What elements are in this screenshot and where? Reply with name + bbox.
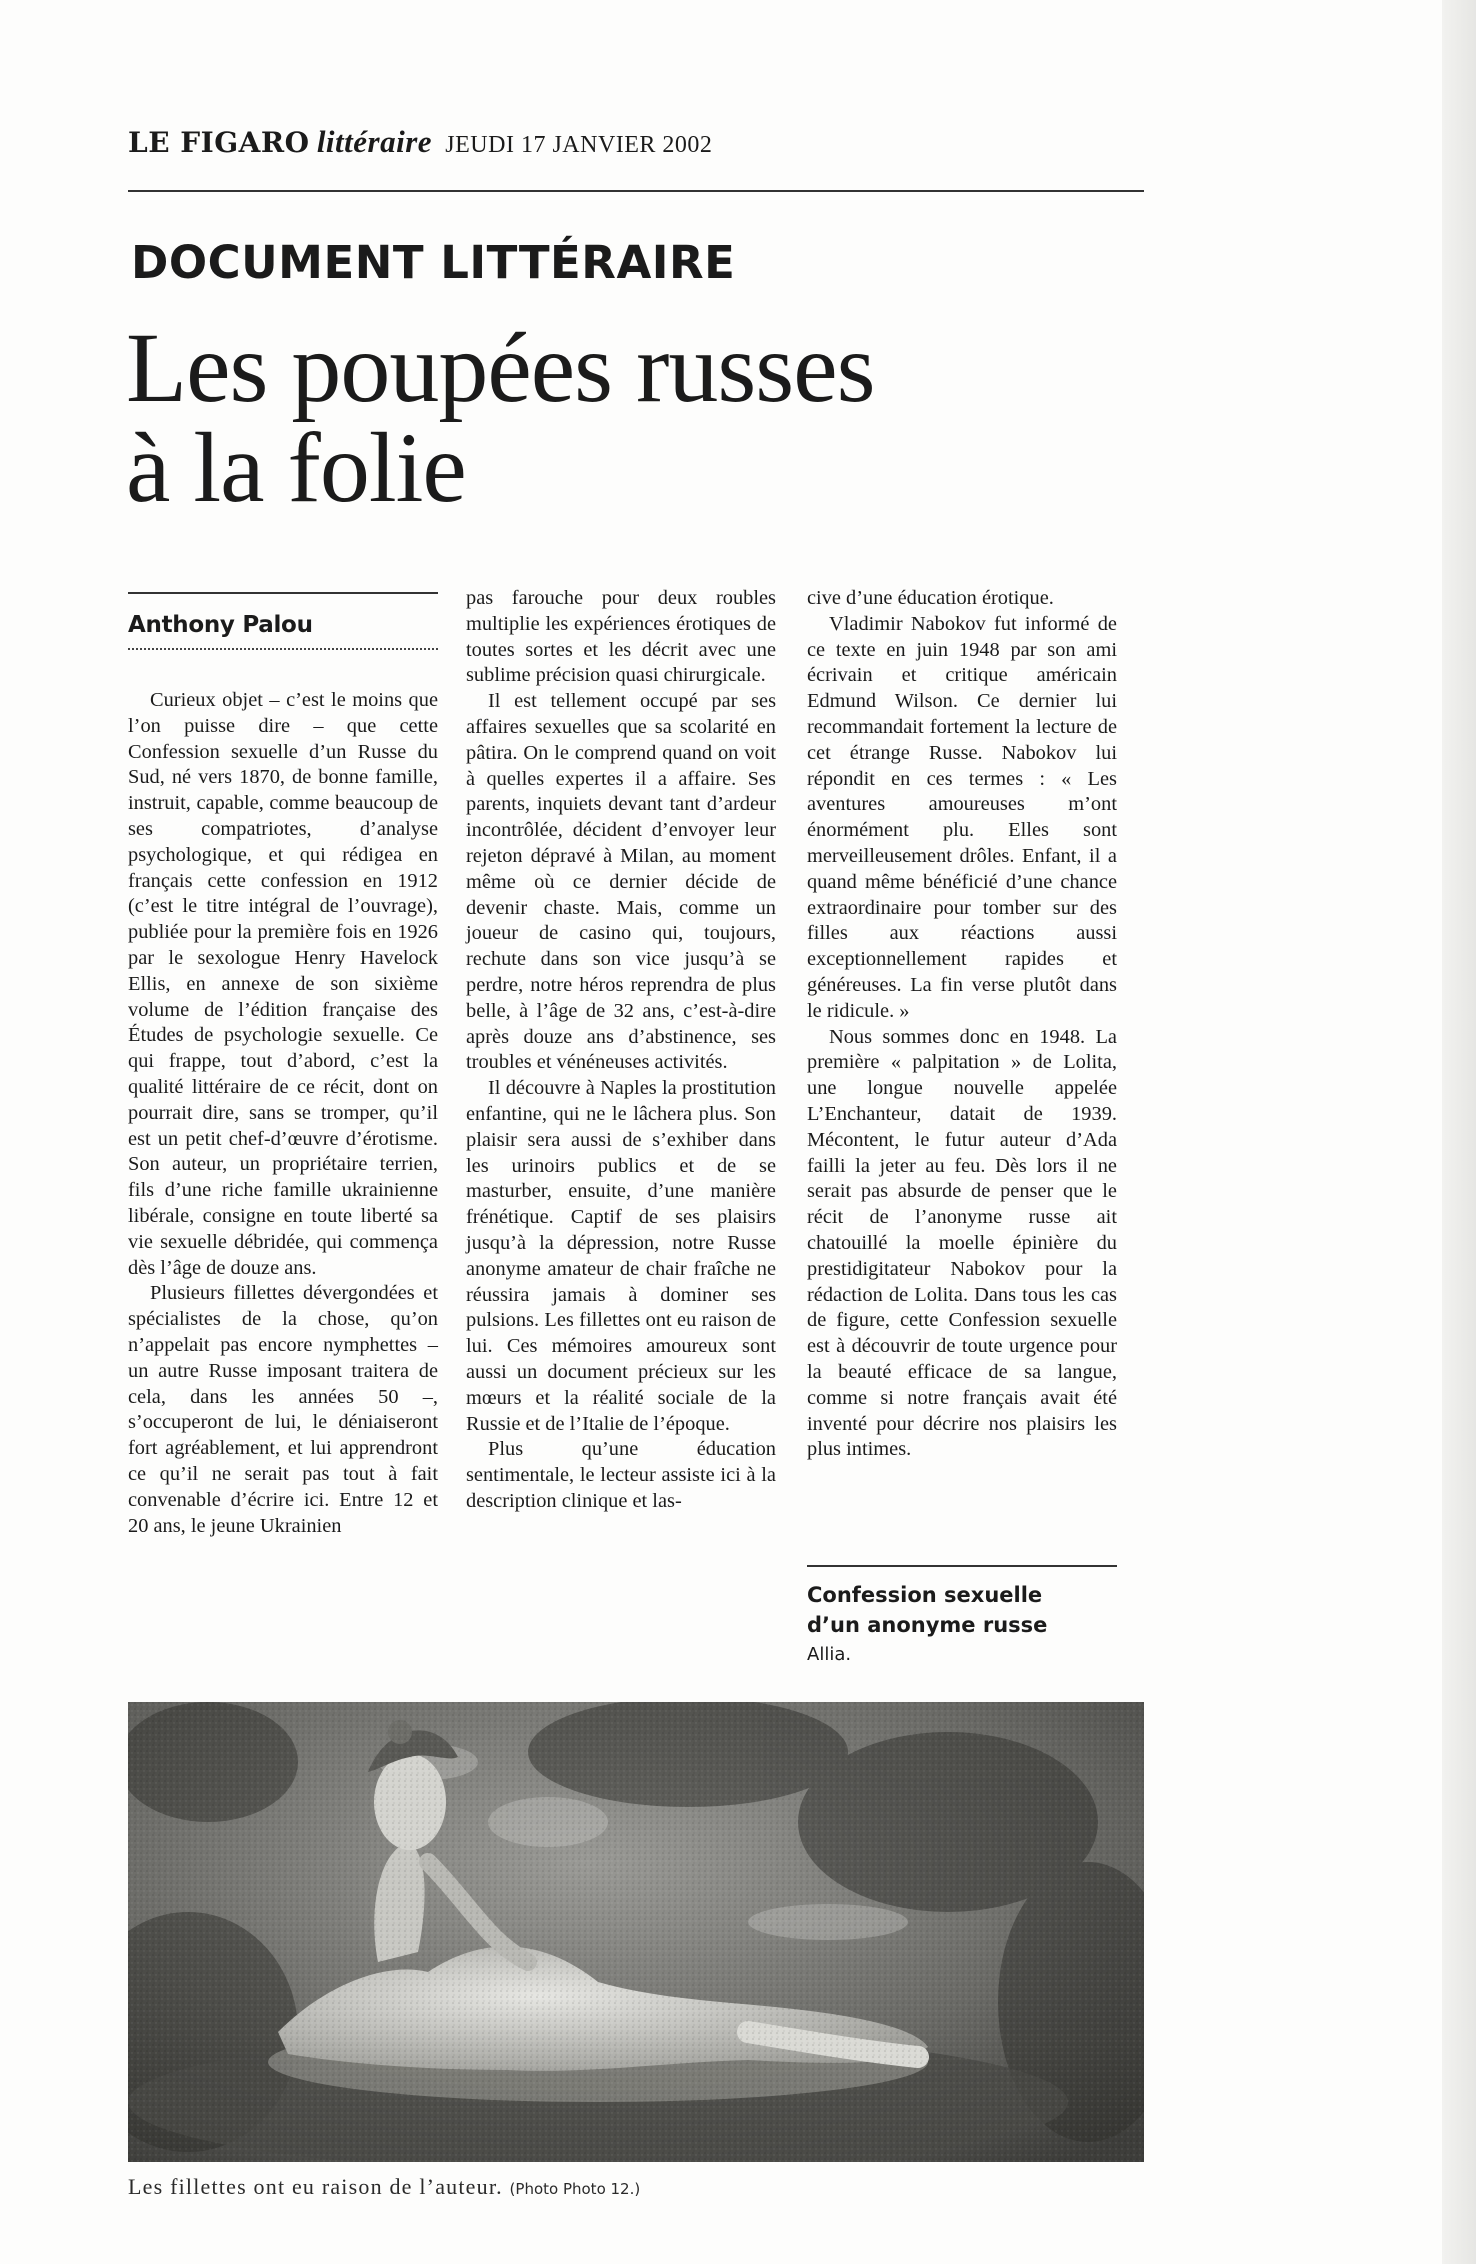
article-photo <box>128 1702 1144 2162</box>
article-paragraph: Nous sommes donc en 1948. La première « palpitation » de Lolita, une longue nouvelle appelée L’Enchanteur, datait de 1939. Mécontent, le futur auteur d’Ada failli la jeter au feu. Dès lors il ne serait pas absurde de penser que le récit de l’anonyme russe ait chatouillé la moelle épinière du prestidigitateur Nabokov pour la rédaction de Lolita. Dans tous les cas de figure, cette Confession sexuelle est à découvrir de toute urgence pour la beauté efficace de sa langue, comme si notre français avait été inventé pour décrire nos plaisirs les plus intimes. <box>807 1025 1117 1461</box>
article-paragraph: Il découvre à Naples la prostitution enfantine, qui ne le lâchera plus. Son plaisir sera aussi de s’exhiber dans les urinoirs publics et de se masturber, ensuite, d’une manière frénétique. Captif de ses plaisirs jusqu’à la dépression, notre Russe anonyme amateur de chair fraîche ne réussira jamais à dominer ses pulsions. Les fillettes ont eu raison de lui. Ces mémoires amoureux sont aussi un document précieux sur les mœurs et la réalité sociale de la Russie et de l’Italie de l’époque. <box>466 1077 776 1435</box>
article-paragraph: Vladimir Nabokov fut informé de ce texte en juin 1948 par son ami écrivain et critique américain Edmund Wilson. Ce dernier lui recommandait fortement la lecture de cet étrange Russe. Nabokov lui répondit en ces termes : « Les aventures amoureuses m’ont énormément plu. Elles sont merveilleusement drôles. Enfant, il a quand même bénéficié d’une chance extraordinaire pour tomber sur des filles aux réactions aussi exceptionnellement rapides et généreuses. La fin verse plutôt dans le ridicule. » <box>807 612 1117 1022</box>
headline-line-2: à la folie <box>126 412 466 523</box>
article-paragraph: Plus qu’une éducation sentimentale, le lecteur assiste ici à la description clinique et las- <box>466 1438 776 1512</box>
rubric: DOCUMENT LITTÉRAIRE <box>131 236 736 289</box>
article-paragraph: Curieux objet – c’est le moins que l’on puisse dire – que cette Confession sexuelle d’un Russe du Sud, né vers 1870, de bonne famille, instruit, capable, comme beaucoup de ses compatriotes, d’analyse psychologique, et qui rédigea en français cette confession en 1912 (c’est le titre intégral de l’ouvrage), publiée pour la première fois en 1926 par le sexologue Henry Havelock Ellis, en annexe de son sixième volume de l’édition française des Études de psychologie sexuelle. Ce qui frappe, tout d’abord, c’est la qualité littéraire de ce récit, dont on pourrait dire, sans se tromper, qu’il est un petit chef-d’œuvre d’érotisme. Son auteur, un propriétaire terrien, fils d’une riche famille ukrainienne libérale, consigne en toute liberté sa vie sexuelle débridée, qui commença dès l’âge de douze ans. <box>128 689 438 1279</box>
masthead <box>128 124 712 160</box>
newspaper-brand: LE FIGARO <box>128 126 310 159</box>
article-column-1 <box>128 688 438 1539</box>
masthead-rule <box>128 190 1144 192</box>
book-title-line-2: d’un anonyme russe <box>807 1613 1048 1637</box>
book-title-line-1: Confession sexuelle <box>807 1583 1043 1607</box>
author-rule <box>128 592 438 594</box>
photo-caption <box>128 2174 640 2200</box>
article-column-2 <box>466 586 776 1515</box>
reclining-figure-photo <box>128 1702 1144 2162</box>
newspaper-section: littéraire <box>316 124 433 159</box>
author-dotted-rule <box>128 648 438 650</box>
book-publisher: Allia. <box>807 1644 852 1665</box>
headline <box>126 312 1026 523</box>
article-paragraph: pas farouche pour deux roubles multiplie les expériences érotiques de toutes sortes et les décrit avec une sublime précision quasi chirurgicale. <box>466 587 776 687</box>
caption-text: Les fillettes ont eu raison de l’auteur. <box>128 2174 503 2199</box>
article-paragraph: Plusieurs fillettes dévergondées et spécialistes de la chose, qu’on n’appelait pas encore nymphettes – un autre Russe imposant traitera de cela, dans les années 50 –, s’occuperont de lui, le déniaiseront fort agréablement, et lui apprendront ce qu’il ne serait pas tout à fait convenable d’écrire ici. Entre 12 et 20 ans, le jeune Ukrainien <box>128 1282 438 1537</box>
issue-date: JEUDI 17 JANVIER 2002 <box>445 132 713 158</box>
article-paragraph: Il est tellement occupé par ses affaires sexuelles que sa scolarité en pâtira. On le comprend quand on voit à quelles expertes il a affaire. Ses parents, inquiets devant tant d’ardeur incontrôlée, décident d’envoyer leur rejeton dépravé à Milan, au moment même où ce dernier décide de devenir chaste. Mais, comme un joueur de casino qui, toujours, rechute dans son vice jusqu’à se perdre, notre héros reprendra de plus belle, à l’âge de 32 ans, c’est-à-dire après douze ans d’abstinence, ses troubles et vénéneuses activités. <box>466 690 776 1074</box>
article-column-3 <box>807 586 1117 1463</box>
book-info-rule <box>807 1565 1117 1567</box>
headline-line-1: Les poupées russes <box>126 312 875 423</box>
book-title <box>807 1580 1127 1640</box>
author-byline: Anthony Palou <box>128 612 313 638</box>
photo-credit: (Photo Photo 12.) <box>509 2180 641 2198</box>
article-paragraph: cive d’une éducation érotique. <box>807 587 1054 609</box>
page-edge <box>1442 0 1476 2264</box>
